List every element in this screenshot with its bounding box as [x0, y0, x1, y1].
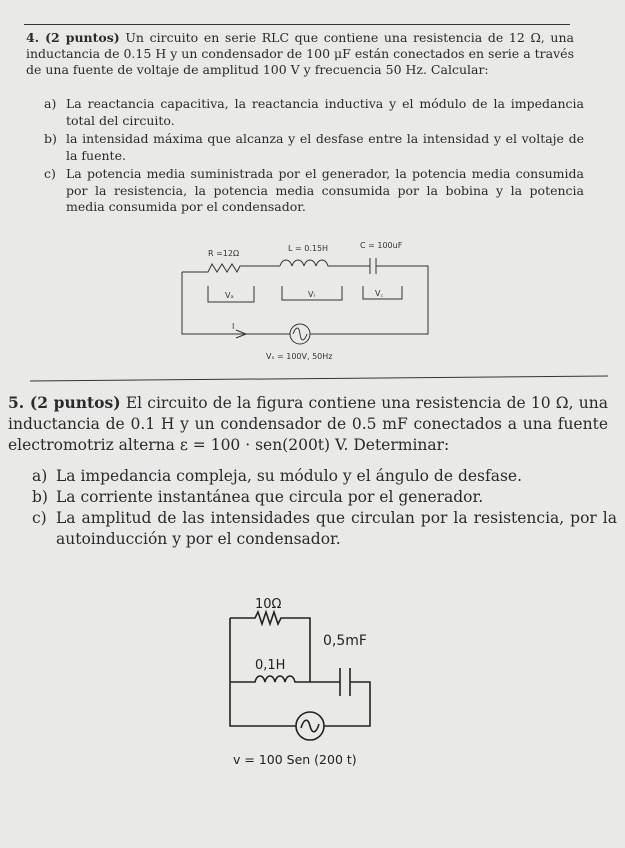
problem-5-item-b	[32, 487, 617, 508]
inductor-label: L = 0.15H	[288, 244, 329, 253]
sine-wave-icon	[301, 720, 319, 732]
item-label: c)	[44, 166, 56, 181]
capacitor-icon	[310, 668, 350, 696]
problem-5-item-a	[32, 466, 617, 487]
problem-5-statement	[8, 392, 608, 456]
rlc-circuit-diagram-1	[170, 236, 440, 366]
resistor-label: 10Ω	[255, 597, 282, 612]
item-label: a)	[32, 467, 48, 485]
item-label: b)	[32, 488, 48, 506]
vr-label: Vₐ	[225, 291, 234, 300]
capacitor-icon	[366, 258, 382, 274]
item-label: a)	[44, 96, 57, 111]
item-label: c)	[32, 509, 47, 527]
item-text: la intensidad máxima que alcanza y el desfase entre la intensidad y el voltaje de la fuente.	[66, 131, 584, 163]
vl-label: Vₗ	[308, 290, 315, 299]
problem-4-item-a	[44, 96, 584, 129]
item-label: b)	[44, 131, 57, 146]
problem-4-item-c	[44, 166, 584, 216]
item-text: La reactancia capacitiva, la reactancia inductiva y el módulo de la impedancia total del circuito.	[66, 96, 584, 128]
capacitor-label: 0,5mF	[323, 633, 367, 649]
problem-5-items	[32, 466, 617, 550]
middle-rule	[30, 375, 608, 381]
inductor-icon	[280, 260, 366, 266]
top-rule	[24, 24, 570, 25]
resistor-label: R =12Ω	[208, 249, 240, 258]
problem-4-text: Un circuito en serie RLC que contiene una resistencia de 12 Ω, una inductancia de 0.15 H y un condensador de 100 μF están conectados en serie a través de una fuente de voltaje de amplitud 100 V y frecuencia 50 Hz. Calcular:	[26, 30, 574, 77]
problem-5-text: El circuito de la figura contiene una resistencia de 10 Ω, una inductancia de 0.1 H y un condensador de 0.5 mF conectados a una fuente electromotriz alterna ε = 100 · sen(200t) V. Determinar:	[8, 394, 608, 454]
item-text: La corriente instantánea que circula por el generador.	[56, 488, 484, 506]
problem-5-item-c	[32, 508, 617, 550]
source-label: Vₛ = 100V, 50Hz	[266, 352, 333, 361]
resistor-icon	[182, 264, 280, 272]
capacitor-label: C = 100uF	[360, 241, 403, 250]
item-text: La potencia media suministrada por el generador, la potencia media consumida por la resistencia, la potencia media consumida por la bobina y la potencia media consumida por el condensador.	[66, 166, 584, 214]
inductor-label: 0,1H	[255, 658, 286, 673]
problem-4-item-b	[44, 131, 584, 164]
problem-4-statement	[26, 30, 574, 78]
vc-label: V꜀	[375, 289, 384, 298]
right-wire	[324, 682, 370, 726]
item-text: La amplitud de las intensidades que circulan por la resistencia, por la autoinducción y por el condensador.	[56, 509, 617, 548]
current-label: I	[232, 322, 235, 331]
inductor-icon	[230, 676, 310, 682]
problem-4-items	[44, 96, 584, 218]
rlc-circuit-diagram-2	[215, 590, 405, 775]
problem-4-number: 4. (2 puntos)	[26, 30, 120, 45]
source-label: v = 100 Sen (200 t)	[233, 752, 357, 767]
item-text: La impedancia compleja, su módulo y el ángulo de desfase.	[56, 467, 523, 485]
problem-5-number: 5. (2 puntos)	[8, 393, 121, 412]
